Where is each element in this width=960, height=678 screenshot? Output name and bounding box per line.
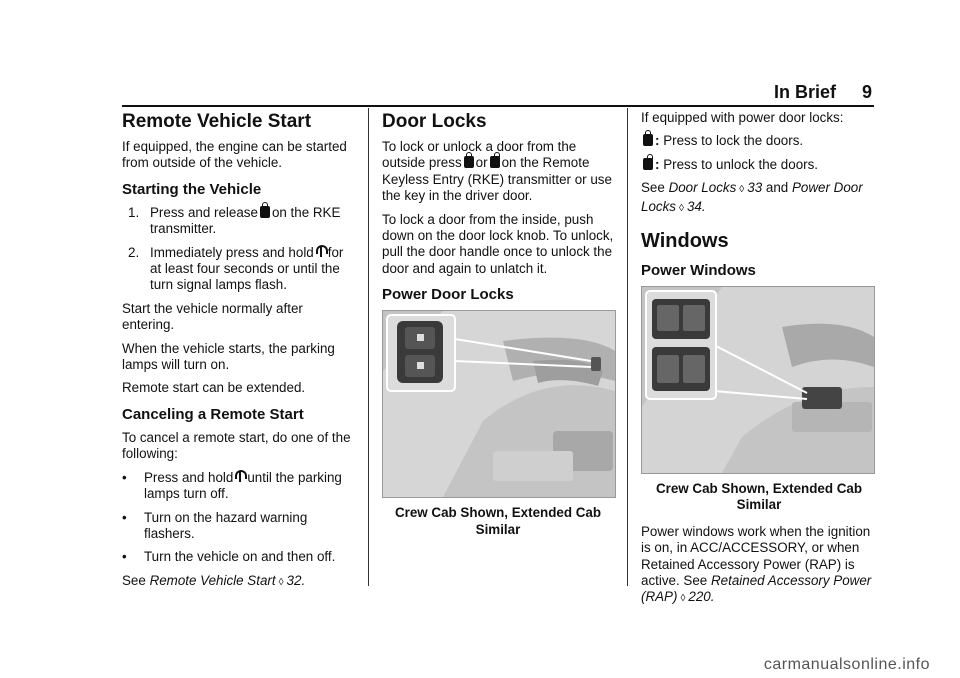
text: Press to unlock the doors. [663, 156, 819, 172]
lock-icon [643, 134, 653, 146]
bullet-item [122, 549, 354, 565]
column-divider-1 [368, 108, 369, 586]
text: or [475, 155, 488, 171]
text: and [765, 180, 789, 196]
column-1 [122, 110, 354, 598]
step-text: Immediately press and hold [150, 244, 314, 260]
xref-link[interactable]: Remote Vehicle Start [149, 572, 276, 588]
cross-reference [122, 573, 354, 591]
text: To lock or unlock a door from the outside press [382, 139, 577, 171]
paragraph: Remote start can be extended. [122, 380, 306, 396]
bullet-item [122, 510, 354, 543]
window-switch-figure [641, 286, 875, 474]
lock-instruction [641, 133, 877, 149]
step-1 [122, 205, 354, 238]
bullet: • [122, 509, 127, 525]
unlock-icon [490, 156, 500, 168]
see-label: See [641, 180, 665, 196]
bullet-text: until the parking lamps turn off. [144, 469, 342, 502]
column-3 [641, 110, 877, 615]
figure-caption: Crew Cab Shown, Extended Cab Similar [655, 481, 863, 513]
bullet: • [122, 549, 127, 565]
step-2 [122, 245, 354, 294]
section-title-door-locks: Door Locks [382, 111, 487, 132]
step-number: 2. [128, 244, 140, 260]
header-rule [122, 105, 874, 107]
text: Power windows work when the ignition is on, in ACC/ACCESSORY, or when Retained Accessory Power (RAP) is active. See [641, 523, 871, 589]
cross-reference [641, 180, 877, 217]
bullet-text: Turn the vehicle on and then off. [144, 549, 336, 565]
text: Press to lock the doors. [663, 133, 804, 149]
xref-link[interactable]: Door Locks [668, 180, 737, 196]
paragraph [382, 139, 614, 205]
column-2 [382, 110, 614, 548]
xref-page: 220. [688, 589, 715, 605]
column-divider-2 [627, 108, 628, 586]
colon: : [655, 156, 660, 172]
colon: : [655, 133, 660, 149]
section-title-remote-start: Remote Vehicle Start [122, 111, 312, 132]
paragraph [641, 524, 877, 608]
step-text: on the RKE transmitter. [150, 204, 341, 237]
figure-caption: Crew Cab Shown, Extended Cab Similar [394, 505, 602, 537]
steps-list [122, 205, 354, 294]
see-label: See [122, 572, 146, 588]
page-ref-icon: ◊ [278, 576, 284, 588]
subsection-power-windows: Power Windows [641, 262, 756, 280]
window-switch-illustration [642, 287, 874, 473]
page-ref-icon: ◊ [678, 202, 684, 214]
watermark: carmanualsonline.info [763, 656, 930, 673]
section-title-windows: Windows [641, 230, 729, 253]
door-lock-illustration [383, 311, 615, 497]
lock-icon [464, 156, 474, 168]
xref-page: 32. [286, 572, 306, 588]
paragraph: To cancel a remote start, do one of the following: [122, 429, 351, 462]
step-text: Press and release [150, 204, 258, 220]
bullet: • [122, 469, 127, 485]
subsection-power-door-locks: Power Door Locks [382, 286, 514, 304]
page-ref-icon: ◊ [739, 184, 745, 196]
remote-start-icon [316, 245, 326, 258]
bullet-item [122, 470, 354, 503]
step-text: for at least four seconds or until the turn signal lamps flash. [150, 244, 344, 293]
xref-page: 34. [686, 198, 706, 214]
paragraph: If equipped with power door locks: [641, 110, 844, 125]
xref-link[interactable]: Retained Accessory Power (RAP) [641, 573, 872, 605]
page-ref-icon: ◊ [680, 593, 686, 605]
paragraph: When the vehicle starts, the parking lamps will turn on. [122, 340, 335, 373]
header-title: In Brief [773, 82, 836, 102]
page-header [774, 82, 872, 103]
door-lock-figure [382, 310, 616, 498]
unlock-instruction [641, 157, 877, 173]
unlock-icon [643, 158, 653, 170]
bullet-text: Press and hold [144, 469, 234, 485]
xref-page: 33 [747, 180, 763, 196]
paragraph: To lock a door from the inside, push down on the door lock knob. To unlock, pull the door handle once to unlock the door and again to unlatch it. [382, 211, 614, 276]
remote-start-icon [235, 470, 245, 483]
text: on the Remote Keyless Entry (RKE) transmitter or use the key in the driver door. [382, 155, 612, 204]
xref-link[interactable]: Power Door Locks [641, 180, 863, 214]
step-number: 1. [128, 204, 140, 220]
paragraph: Start the vehicle normally after entering. [122, 300, 303, 333]
subsection-canceling: Canceling a Remote Start [122, 405, 304, 423]
intro-paragraph: If equipped, the engine can be started from outside of the vehicle. [122, 139, 347, 171]
bullet-text: Turn on the hazard warning flashers. [144, 509, 308, 541]
page-number: 9 [861, 82, 872, 102]
subsection-starting: Starting the Vehicle [122, 180, 262, 198]
lock-icon [260, 206, 270, 218]
